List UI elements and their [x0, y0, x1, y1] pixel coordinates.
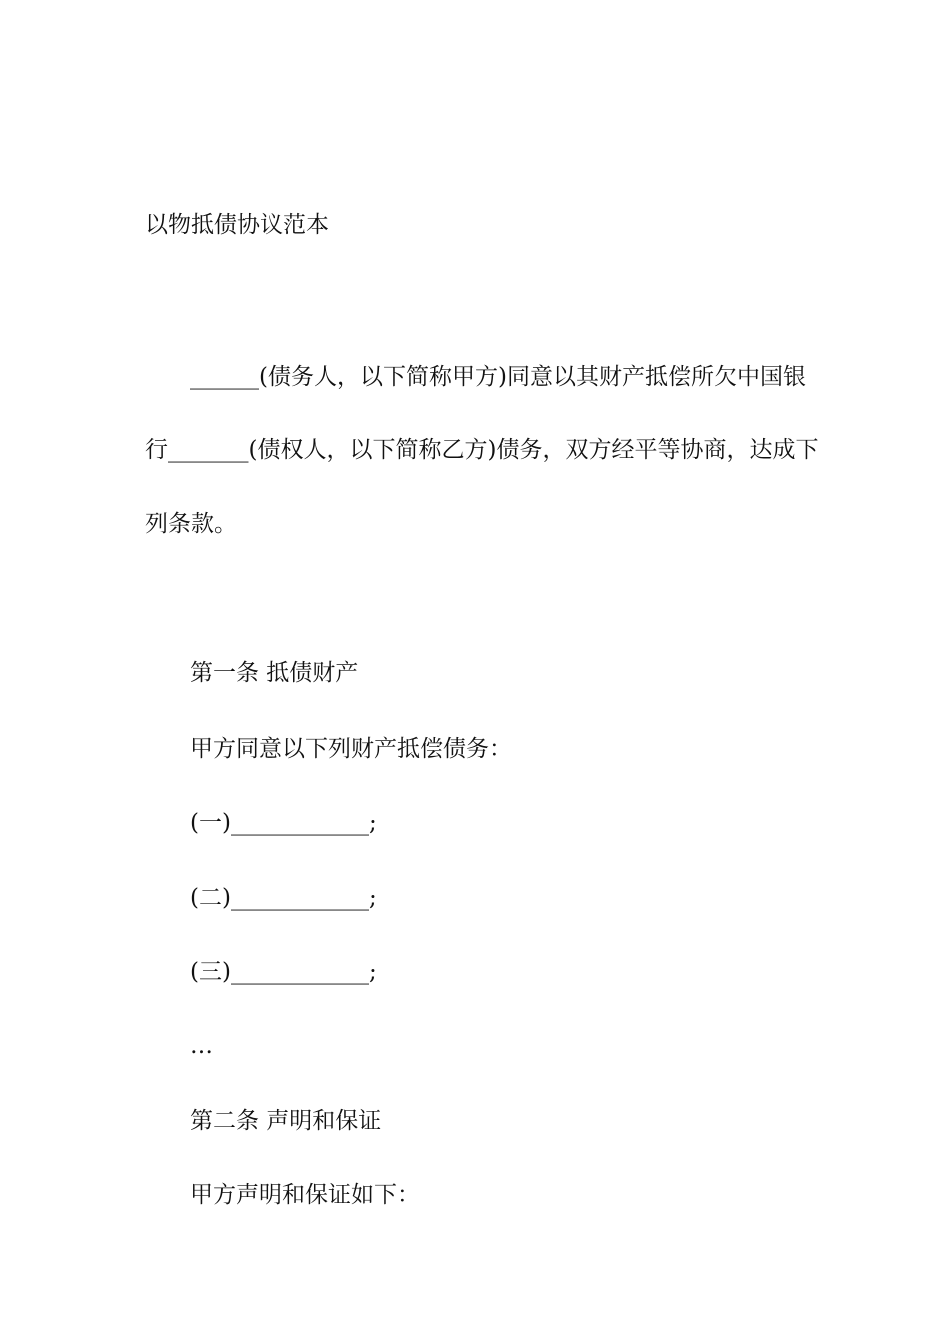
- article-2-statement: 甲方声明和保证如下：: [190, 1182, 420, 1208]
- article-2-heading: 第二条 声明和保证: [190, 1108, 382, 1134]
- article-1-item-2: (二)____________;: [190, 885, 377, 911]
- intro-paragraph-line-1: ______(债务人，以下简称甲方)同意以其财产抵偿所欠中国银: [190, 364, 806, 390]
- article-1-item-1: (一)____________;: [190, 810, 377, 836]
- intro-paragraph-line-2: 行_______(债权人，以下简称乙方)债务，双方经平等协商，达成下: [145, 437, 819, 463]
- article-1-statement: 甲方同意以下列财产抵偿债务：: [190, 736, 512, 762]
- article-1-item-3: (三)____________;: [190, 959, 377, 985]
- intro-paragraph-line-3: 列条款。: [145, 511, 237, 537]
- document-title: 以物抵债协议范本: [145, 212, 329, 238]
- article-1-ellipsis: …: [190, 1033, 213, 1059]
- article-1-heading: 第一条 抵债财产: [190, 660, 359, 686]
